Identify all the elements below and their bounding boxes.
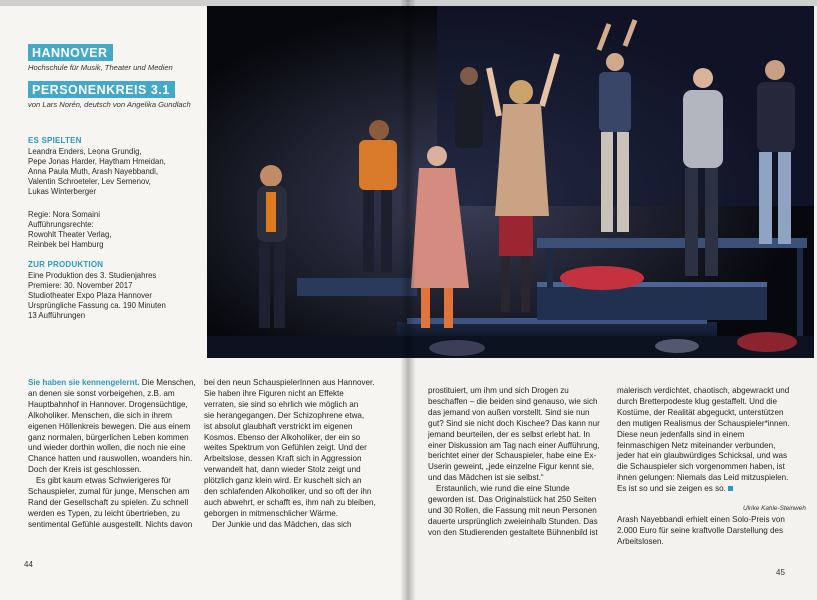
text-line: an denen sie sonst vorbeigehen, z.B. am <box>28 388 175 398</box>
end-mark <box>728 486 733 491</box>
credit-line: Aufführungsrechte: <box>28 219 94 229</box>
production-line: Studiotheater Expo Plaza Hannover <box>28 291 152 301</box>
production-info <box>28 44 206 322</box>
production-line: Premiere: 30. November 2017 <box>28 280 133 290</box>
play-title: PERSONENKREIS 3.1 <box>28 81 175 98</box>
page-number-right: 45 <box>776 568 785 577</box>
cast-list <box>28 147 206 198</box>
production-line: Ursprüngliche Fassung ca. 190 Minuten <box>28 301 166 311</box>
article-paragraph <box>428 386 606 484</box>
text-line: Erstaunlich, wie rund die eine Stunde <box>436 484 570 494</box>
text-line: Es gibt kaum etwas Schwierigeres für <box>36 476 171 486</box>
city-label: HANNOVER <box>28 44 113 61</box>
page-number-left: 44 <box>24 560 33 569</box>
text-line: beschaffen – die beiden sind genauso, wie sich <box>428 396 598 406</box>
text-line: prostituiert, um ihm und sich Drogen zu <box>428 386 569 395</box>
text-line: Userin geweint, „jede einzelne Figur kennt sie, <box>428 462 595 472</box>
text-line: Rand der Gesellschaft zu spielen. Zu schnell <box>28 497 189 507</box>
text-line: plötzlich ganz klein wird. Er kuschelt sich an <box>204 476 362 486</box>
text-line: Hauptbahnhof in Hannover. Drogensüchtige, <box>28 399 188 409</box>
text-line: Kostüme, der Realität abgeguckt, unterstützen <box>617 407 784 417</box>
text-line: ganz normalen, bürgerlichen Leben kommen <box>28 432 189 442</box>
text-line: Doch der Kreis ist geschlossen. <box>28 465 142 475</box>
text-line: einer Diskussion am Tag nach einer Aufführung, <box>428 440 600 450</box>
text-line: Sie haben ihre Figuren nicht an Effekte <box>204 388 344 398</box>
credit-line: Reinbek bei Hamburg <box>28 240 104 250</box>
text-line: Schauspieler, zumal für junge, Menschen am <box>28 487 190 497</box>
text-line: jeder hat ein glaubwürdiges Schicksal, und was <box>617 451 788 461</box>
text-line: feinmaschigen Netz miteinander verbunden, <box>617 440 776 450</box>
text-line: Es ist so und sie zeigen es so. <box>617 484 726 494</box>
text-line: den mutigen Realismus der Schauspieler*innen. <box>617 418 790 428</box>
article-paragraph <box>428 484 606 539</box>
stage-photo <box>207 6 814 358</box>
text-line: geborgen in mitmenschlicher Wärme. <box>204 508 339 518</box>
text-line: sentimental Gefühle ausgestellt. Nichts davon <box>28 519 193 529</box>
text-line: dauerte ursprünglich zweieinhalb Stunden. Das <box>428 516 598 526</box>
stage-photo-image <box>207 6 814 358</box>
article-paragraph <box>204 378 394 520</box>
text-line: malerisch verdichtet, chaotisch, abgewrackt und <box>617 386 790 395</box>
text-line: Die Menschen, <box>139 378 196 387</box>
text-line: werden es Typen, zu leicht übertrieben, zu <box>28 508 180 518</box>
text-line: weites Spektrum von Gefühlen zeigt. Und der <box>204 443 367 453</box>
cast-line: Valentin Schroeteler, Lev Semenov, <box>28 177 151 187</box>
text-line: Kosmos. Ebenso der Alkoholiker, der ein so <box>204 432 361 442</box>
article-column-4 <box>617 386 807 548</box>
cast-heading: ES SPIELTEN <box>28 136 82 146</box>
text-line: Der Junkie und das Mädchen, das sich <box>212 519 352 529</box>
credits-list <box>28 210 206 251</box>
text-line: ihnen gelungen: Niemals das Leid mitzuspielen. <box>617 473 789 483</box>
production-heading: ZUR PRODUKTION <box>28 260 104 270</box>
text-line: verwandelt hat, dann wieder Stolz zeigt und <box>204 465 361 475</box>
text-line: bei den neun SchauspielerInnen aus Hannover. <box>204 378 375 387</box>
text-line: 2.000 Euro für seine kraftvolle Darstellung des <box>617 525 784 535</box>
production-list <box>28 271 206 322</box>
text-line: jemand beurteilen, der es selbst erlebt hat. In <box>428 429 590 439</box>
author-signature: Ulrike Kahle-Steinweh <box>743 505 806 512</box>
text-line: Diese neun jedenfalls sind in einem <box>617 429 745 439</box>
text-line: Alkoholiker. Menschen, die sich in ihrem <box>28 410 172 420</box>
credit-line: Rowohlt Theater Verlag, <box>28 230 112 240</box>
text-line: berichtet einer der Schauspieler, habe eine Ex- <box>428 451 597 461</box>
text-line: sie herangegangen. Der Schizophrene etwa, <box>204 410 365 420</box>
text-line: verraten, sie sind so ehrlich wie möglich an <box>204 399 359 409</box>
credit-line: Regie: Nora Somaini <box>28 209 100 219</box>
article-column-1 <box>28 378 206 531</box>
production-line: 13 Aufführungen <box>28 311 86 321</box>
text-line: den schlafenden Alkoholiker, und so oft der ihn <box>204 487 372 497</box>
school-name: Hochschule für Musik, Theater und Medien <box>28 63 173 72</box>
text-line: Arbeitslose, dessen Kraft sich in Aggression <box>204 454 362 464</box>
article-column-2 <box>204 378 394 531</box>
article-paragraph <box>28 476 206 531</box>
article-paragraph <box>617 386 807 495</box>
production-line: Eine Produktion des 3. Studienjahres <box>28 270 157 280</box>
text-line: von den Studierenden gestaltete Bühnenbild ist <box>428 527 598 537</box>
award-note <box>617 515 807 548</box>
text-line: das jemand von außen vorstellt. Sind sie nun <box>428 407 590 417</box>
text-line: Arash Nayebbandi erhielt einen Solo-Preis von <box>617 515 785 525</box>
text-line: durch Bretterpodeste klug gestaffelt. Und die <box>617 396 778 406</box>
cast-line: Leandra Enders, Leona Grundig, <box>28 146 142 156</box>
text-line: auch abwehrt, er schafft es, ihm nah zu bleiben, <box>204 497 376 507</box>
text-line: geworden ist. Das Originalstück hat 250 Seiten <box>428 495 597 505</box>
cast-line: Lukas Winterberger <box>28 187 97 197</box>
text-line: und wieder dorthin wollen, die noch nie eine <box>28 443 186 453</box>
text-line: gut? Sind sie nicht doch Kischee? Das kann nur <box>428 418 600 428</box>
text-line: die Schauspieler sich vorgenommen haben, ist <box>617 462 785 472</box>
article-column-3 <box>428 386 606 539</box>
article-paragraph <box>204 520 394 531</box>
cast-line: Pepe Jonas Harder, Haytham Hmeidan, <box>28 156 166 166</box>
article-lead: Sie haben sie kennengelernt. <box>28 378 140 387</box>
text-line: Arbeitslosen. <box>617 536 664 546</box>
article-paragraph <box>28 378 206 476</box>
spine-shadow <box>400 0 416 600</box>
cast-line: Anna Paula Muth, Arash Nayebbandi, <box>28 167 159 177</box>
text-line: und 30 Rollen, die Fassung mit neun Personen <box>428 505 597 515</box>
text-line: ist absolut glaubhaft verstrickt im eigenen <box>204 421 353 431</box>
text-line: Chance hatten und rauswollen, woanders hin. <box>28 454 193 464</box>
text-line: eigenen Höllenkreis bewegen. Die aus einem <box>28 421 191 431</box>
author-line: von Lars Norén, deutsch von Angelika Gundlach <box>28 100 191 110</box>
text-line: und das Mädchen ist sie selbst.“ <box>428 473 544 483</box>
